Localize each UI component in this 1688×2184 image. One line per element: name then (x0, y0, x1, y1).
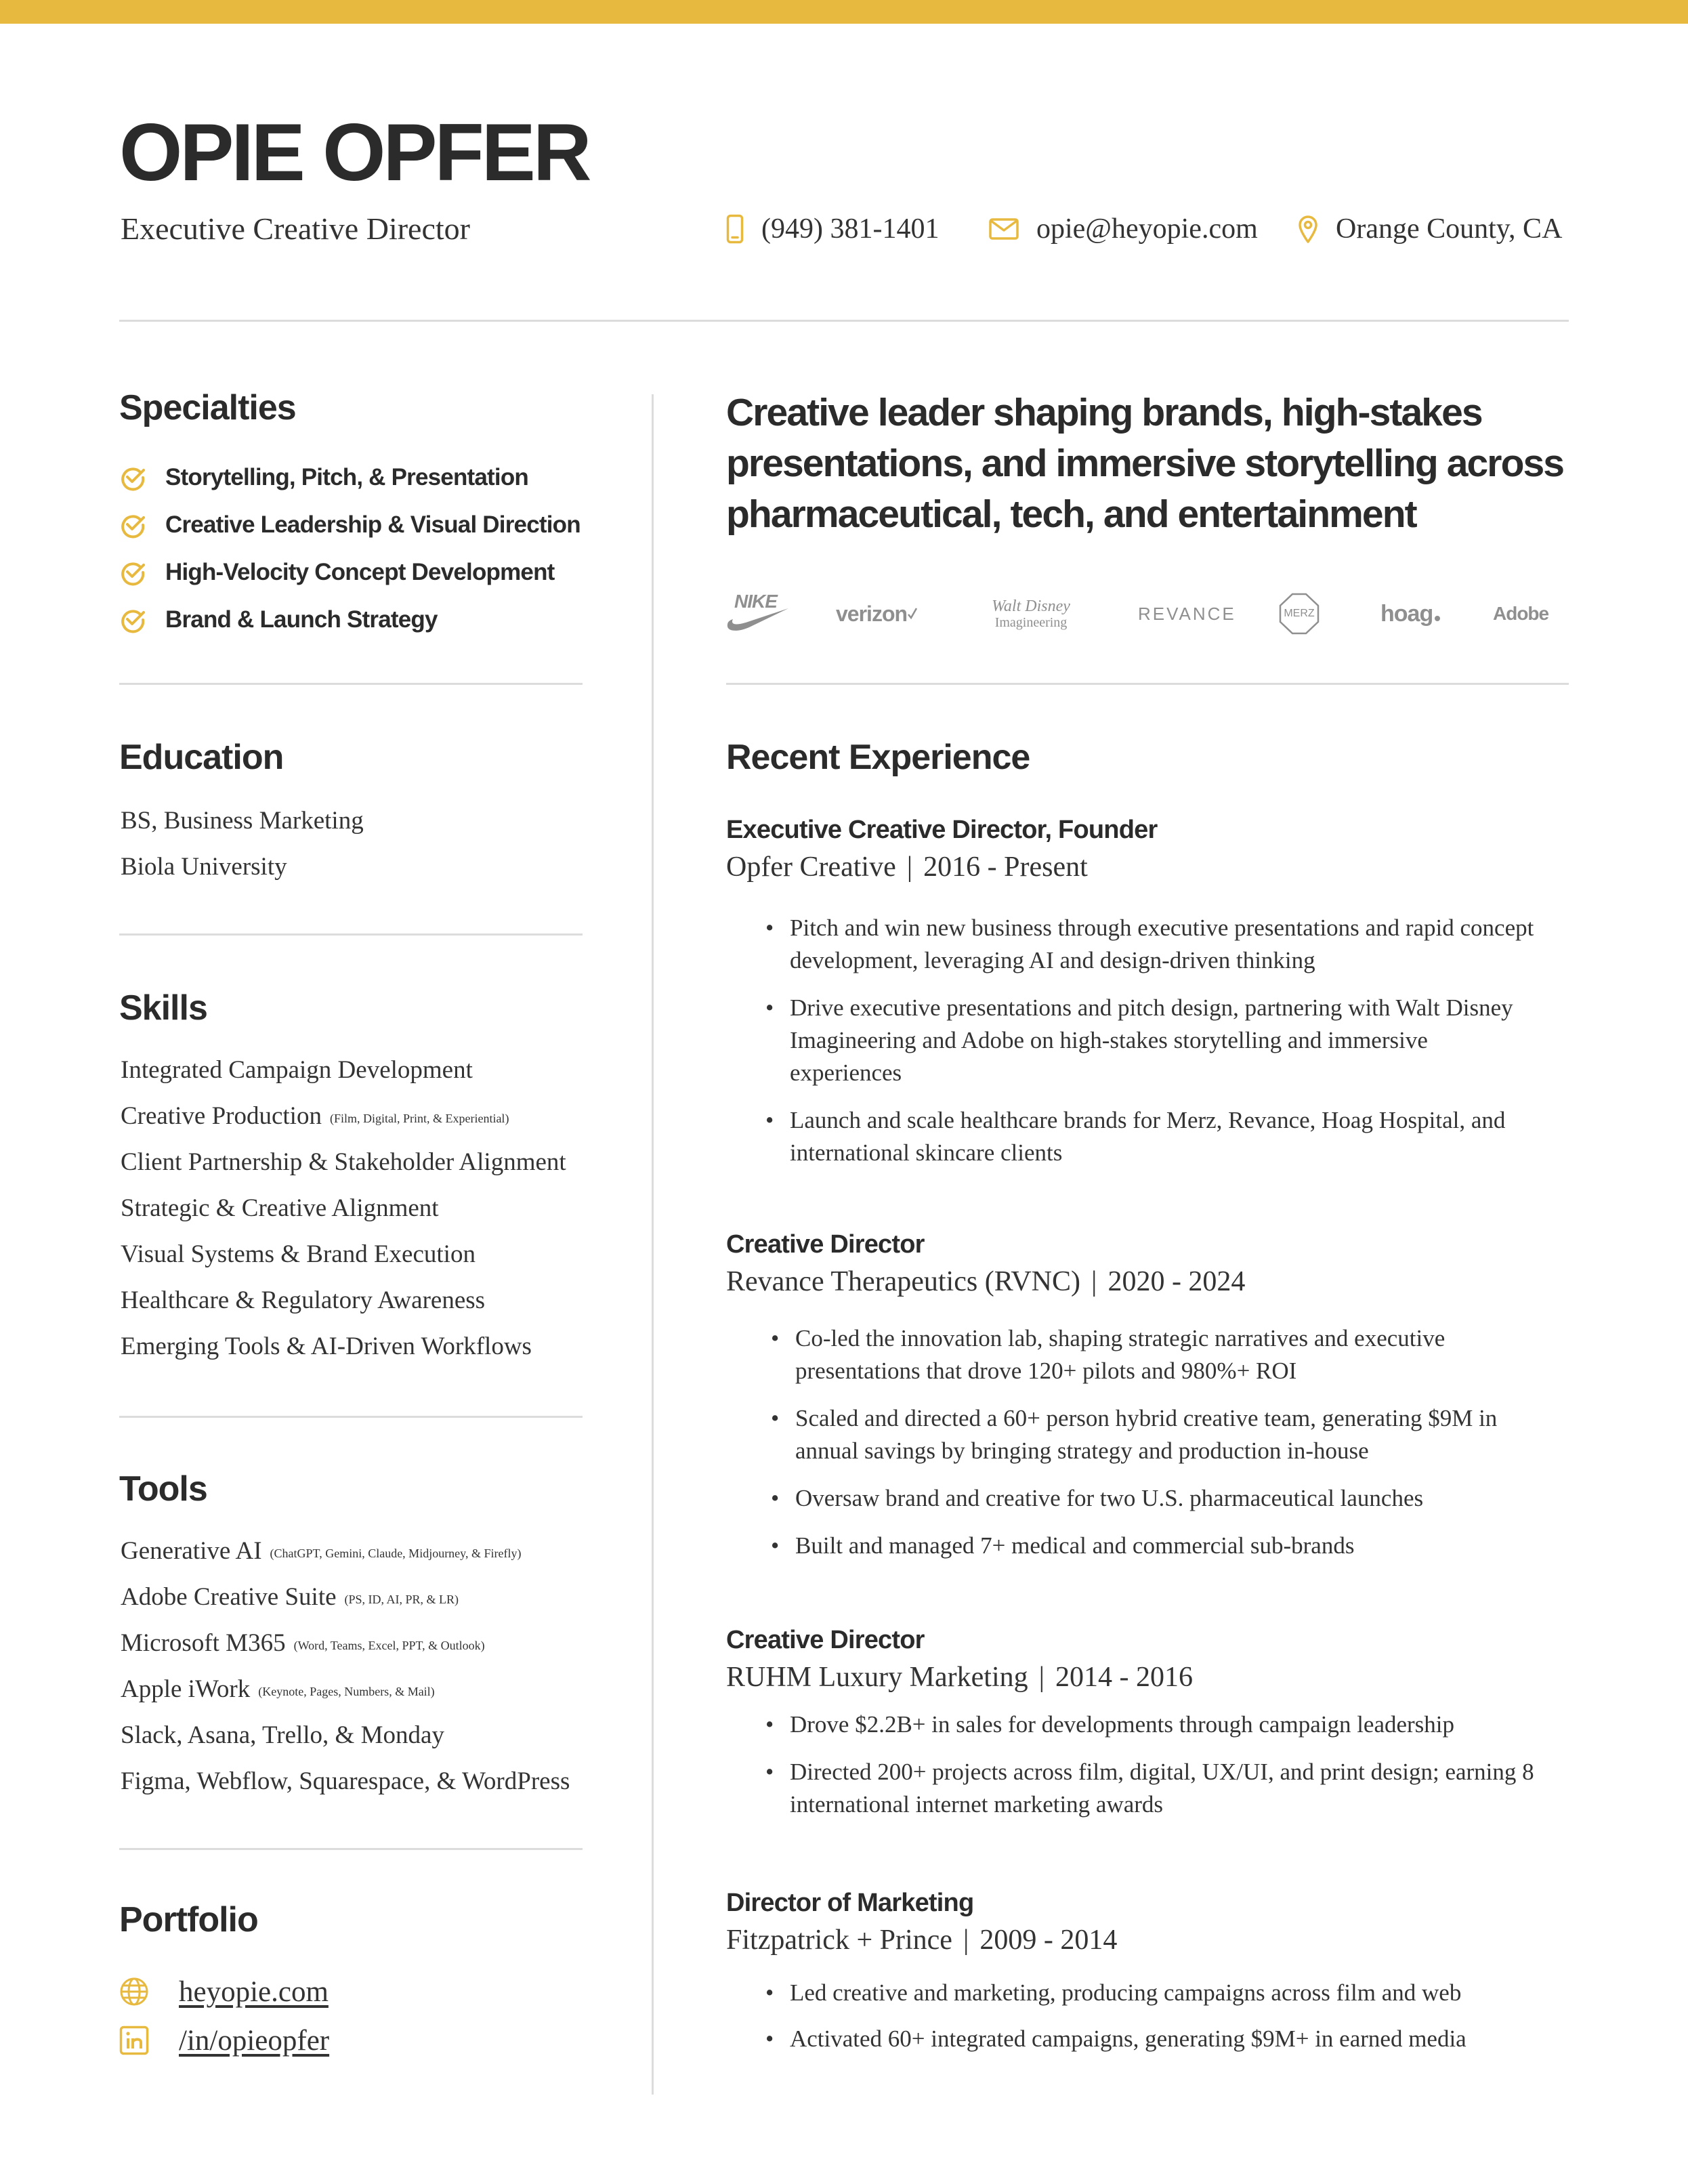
job-dates: 2009 - 2014 (979, 1925, 1118, 1956)
location-pin-icon (1298, 215, 1318, 243)
skill-label: Creative Production (121, 1102, 322, 1130)
job-separator: | (1091, 1266, 1097, 1297)
candidate-name: OPIE OPFER (119, 107, 589, 198)
experience-heading: Recent Experience (726, 738, 1030, 777)
tool-item (121, 1759, 570, 1805)
top-accent-bar (0, 0, 1688, 24)
specialties-heading: Specialties (119, 388, 296, 427)
portfolio-heading: Portfolio (119, 1900, 258, 1939)
linkedin-icon (119, 2025, 149, 2055)
job-bullet: • Drove $2.2B+ in sales for developments through campaign leadership (765, 1708, 1551, 1741)
skill-label: Visual Systems & Brand Execution (121, 1240, 476, 1268)
job-bullets (771, 1322, 1557, 1562)
disney-logo-text: Walt Disney (992, 597, 1070, 615)
job-title: Creative Director (726, 1626, 925, 1654)
hoag-logo-text: hoag (1380, 600, 1433, 627)
contact-email[interactable] (989, 209, 1258, 249)
education-heading: Education (119, 738, 284, 777)
job-bullets (765, 1977, 1565, 2055)
skills-list (121, 1047, 566, 1370)
location-text: Orange County, CA (1336, 213, 1563, 245)
tool-label: Apple iWork (121, 1675, 251, 1703)
skill-item (121, 1047, 566, 1093)
contact-location (1298, 209, 1562, 249)
nike-logo-text: NIKE (734, 591, 777, 612)
disney-imagineering-logo (984, 587, 1078, 641)
merz-logo-text: MERZ (1284, 608, 1315, 619)
mail-icon (989, 218, 1019, 240)
job-bullet: • Directed 200+ projects across film, digital, UX/UI, and print design; earning 8 international internet marketing awards (765, 1756, 1551, 1821)
tool-label: Microsoft M365 (121, 1629, 286, 1657)
email-address: opie@heyopie.com (1036, 213, 1258, 245)
imagineering-text: Imagineering (994, 615, 1068, 630)
skills-divider (119, 1416, 583, 1418)
job-bullet: • Pitch and win new business through executive presentations and rapid concept development, leveraging AI and design-driven thinking (765, 912, 1538, 977)
job-separator: | (1038, 1662, 1045, 1693)
job-bullet: • Built and managed 7+ medical and commercial sub-brands (771, 1530, 1557, 1562)
skill-label: Strategic & Creative Alignment (121, 1194, 439, 1222)
specialty-label: Storytelling, Pitch, & Presentation (165, 464, 528, 490)
verizon-logo (836, 587, 918, 641)
education-divider (119, 933, 583, 936)
job-company: Opfer Creative (726, 852, 896, 883)
column-divider (652, 394, 654, 2095)
education-degree: BS, Business Marketing (121, 807, 364, 835)
skill-item (121, 1139, 566, 1185)
header-divider (119, 320, 1569, 322)
portfolio-links (119, 1967, 329, 2065)
tool-note: (Keynote, Pages, Numbers, & Mail) (258, 1685, 435, 1698)
job-bullet: • Scaled and directed a 60+ person hybrid creative team, generating $9M in annual savings by bringing strategy and production in-house (771, 1402, 1557, 1467)
tool-item (121, 1528, 570, 1574)
skills-heading: Skills (119, 988, 207, 1028)
portfolio-website (119, 1967, 329, 2016)
job-company-dates (726, 848, 1088, 886)
tool-note: (Word, Teams, Excel, PPT, & Outlook) (293, 1639, 485, 1652)
adobe-logo-text: Adobe (1493, 603, 1549, 624)
tool-label: Generative AI (121, 1537, 262, 1565)
hoag-logo (1380, 587, 1440, 641)
summary-tagline: Creative leader shaping brands, high-stakes presentations, and immersive storytelling across pharmaceutical, tech, and entertainment (726, 391, 1564, 536)
revance-logo (1138, 587, 1236, 641)
job-bullet: • Launch and scale healthcare brands for Merz, Revance, Hoag Hospital, and international skincare clients (765, 1104, 1538, 1169)
skill-item (121, 1185, 566, 1232)
phone-number: (949) 381-1401 (761, 213, 940, 245)
education-school: Biola University (121, 853, 287, 881)
tool-item (121, 1574, 570, 1620)
check-circle-icon (119, 464, 146, 491)
job-dates: 2014 - 2016 (1055, 1662, 1194, 1693)
specialty-label: High-Velocity Concept Development (165, 559, 555, 585)
client-logos (725, 587, 1558, 641)
verizon-logo-text: verizon (836, 601, 908, 626)
specialty-item (119, 549, 581, 596)
job-bullet: • Co-led the innovation lab, shaping strategic narratives and executive presentations that drove 120+ pilots and 980%+ ROI (771, 1322, 1557, 1387)
job-bullet: • Drive executive presentations and pitch design, partnering with Walt Disney Imagineering and Adobe on high-stakes storytelling and immersive experiences (765, 992, 1538, 1089)
contact-phone[interactable] (726, 209, 939, 249)
tools-heading: Tools (119, 1469, 207, 1509)
tools-divider (119, 1848, 583, 1850)
job-company-dates (726, 1921, 1117, 1959)
check-circle-icon (119, 559, 146, 586)
job-bullet: • Oversaw brand and creative for two U.S. pharmaceutical launches (771, 1482, 1557, 1515)
skill-item (121, 1093, 566, 1139)
specialties-list (119, 454, 581, 644)
skill-item (121, 1278, 566, 1324)
job-company: Fitzpatrick + Prince (726, 1925, 952, 1956)
adobe-logo (1493, 587, 1548, 641)
job-dates: 2016 - Present (923, 852, 1088, 883)
hoag-dot-icon (1435, 616, 1440, 621)
website-link[interactable]: heyopie.com (179, 1975, 329, 2008)
job-dates: 2020 - 2024 (1107, 1266, 1246, 1297)
job-bullets (765, 912, 1538, 1169)
job-separator: | (963, 1925, 969, 1956)
skill-label: Emerging Tools & AI-Driven Workflows (121, 1332, 532, 1360)
tool-label: Slack, Asana, Trello, & Monday (121, 1721, 444, 1749)
verizon-check-icon (907, 607, 918, 621)
phone-icon (726, 214, 744, 244)
skill-item (121, 1324, 566, 1370)
tools-list (121, 1528, 570, 1805)
skill-label: Client Partnership & Stakeholder Alignment (121, 1148, 566, 1176)
specialty-label: Creative Leadership & Visual Direction (165, 511, 581, 538)
revance-logo-text: REVANCE (1138, 603, 1236, 624)
job-bullets (765, 1708, 1551, 1821)
tool-label: Adobe Creative Suite (121, 1583, 337, 1611)
portfolio-linkedin (119, 2016, 329, 2065)
linkedin-link[interactable]: /in/opieopfer (179, 2024, 330, 2057)
specialty-item (119, 596, 581, 644)
job-company: RUHM Luxury Marketing (726, 1662, 1028, 1693)
skill-label: Healthcare & Regulatory Awareness (121, 1286, 486, 1314)
check-circle-icon (119, 606, 146, 633)
specialty-item (119, 501, 581, 549)
skill-label: Integrated Campaign Development (121, 1056, 473, 1084)
tool-item (121, 1713, 570, 1759)
tool-note: (PS, ID, AI, PR, & LR) (344, 1593, 459, 1606)
job-separator: | (906, 852, 913, 883)
merz-logo (1278, 587, 1321, 641)
job-company: Revance Therapeutics (RVNC) (726, 1266, 1081, 1297)
candidate-title: Executive Creative Director (121, 211, 470, 246)
education-list (121, 798, 364, 890)
tool-item (121, 1666, 570, 1713)
specialty-item (119, 454, 581, 501)
tool-note: (ChatGPT, Gemini, Claude, Midjourney, & Firefly) (270, 1547, 522, 1560)
job-company-dates (726, 1263, 1245, 1301)
job-bullet: • Activated 60+ integrated campaigns, generating $9M+ in earned media (765, 2023, 1565, 2055)
skill-item (121, 1232, 566, 1278)
tool-label: Figma, Webflow, Squarespace, & WordPress (121, 1767, 570, 1795)
job-title: Director of Marketing (726, 1889, 974, 1917)
job-company-dates (726, 1658, 1193, 1696)
specialties-divider (119, 683, 583, 685)
tool-item (121, 1620, 570, 1666)
specialty-label: Brand & Launch Strategy (165, 606, 438, 633)
job-title: Creative Director (726, 1230, 925, 1259)
nike-logo (725, 587, 793, 641)
skill-note: (Film, Digital, Print, & Experiential) (329, 1112, 509, 1125)
globe-icon (119, 1977, 149, 2007)
check-circle-icon (119, 511, 146, 539)
logos-divider (726, 683, 1569, 685)
job-bullet: • Led creative and marketing, producing campaigns across film and web (765, 1977, 1565, 2009)
job-title: Executive Creative Director, Founder (726, 816, 1158, 844)
